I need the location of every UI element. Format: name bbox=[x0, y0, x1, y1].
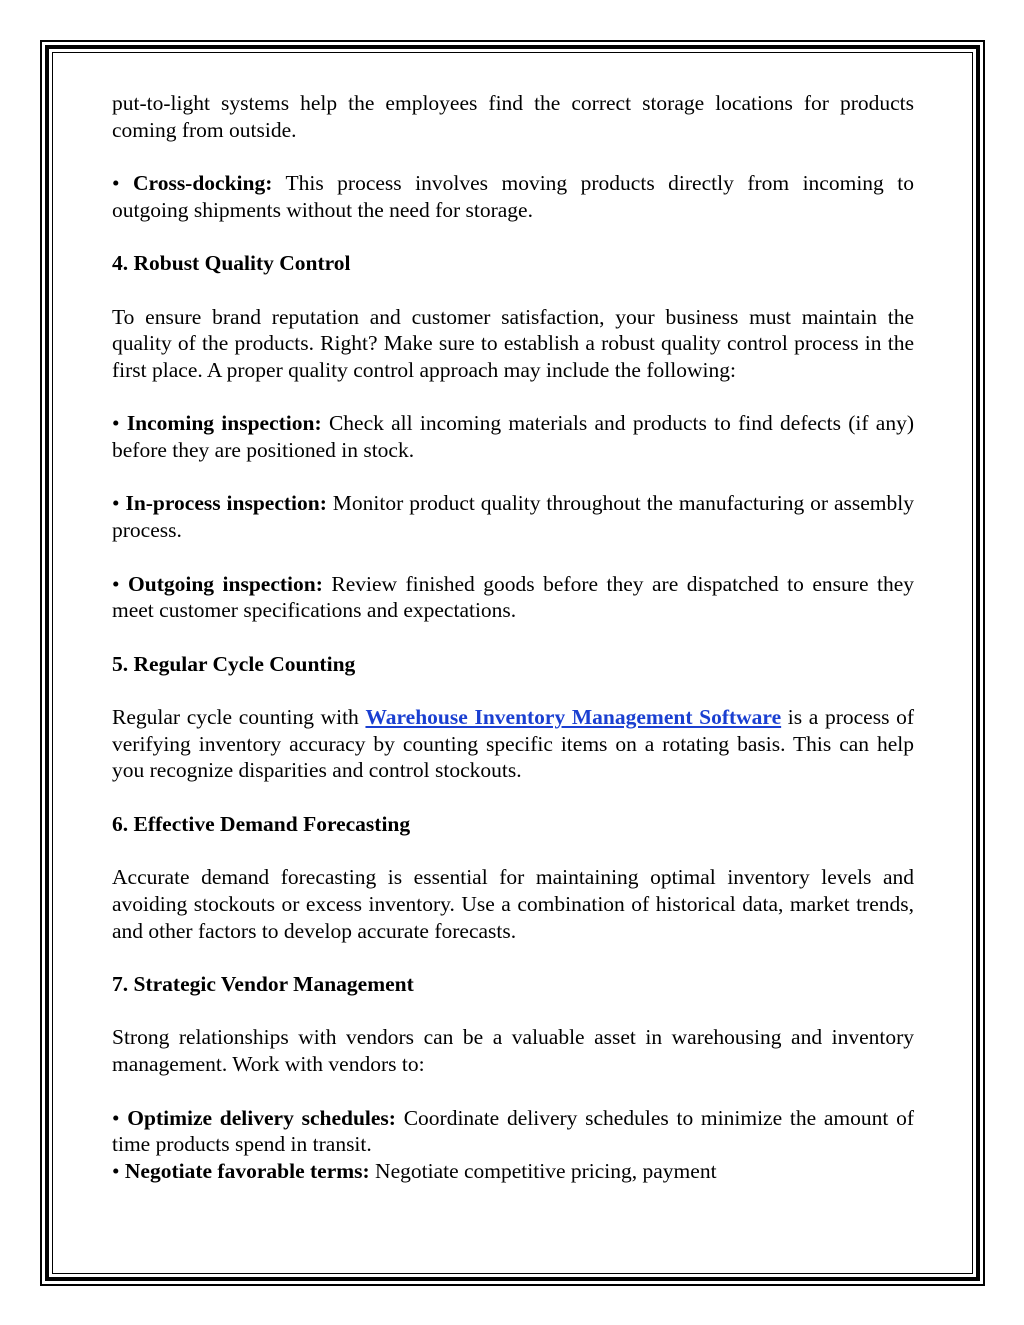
heading-vendor-management: 7. Strategic Vendor Management bbox=[112, 972, 414, 997]
bullet-glyph: • bbox=[112, 411, 120, 436]
bullet-term: Cross-docking: bbox=[133, 171, 273, 196]
bullet-text: This process involves moving products directly from incoming to outgoing shipments without the need for storage. bbox=[112, 171, 914, 222]
bullet-incoming-inspection bbox=[112, 410, 914, 463]
bullet-text: Coordinate delivery schedules to minimize the amount of time products spend in transit. bbox=[112, 1105, 915, 1157]
bullet-glyph: • bbox=[112, 571, 120, 596]
bullet-optimize-delivery bbox=[112, 1105, 914, 1158]
heading-cycle-counting: 5. Regular Cycle Counting bbox=[112, 651, 356, 676]
text-after-link: is a process of verifying inventory accuracy by counting specific items on a rotating basis. This can help you recognize disparities and control stockouts. bbox=[112, 705, 914, 783]
bullet-term: Incoming inspection: bbox=[126, 411, 322, 436]
paragraph-intro-continued: put-to-light systems help the employees find the correct storage locations for products coming from outside. bbox=[112, 91, 914, 142]
heading-demand-forecasting: 6. Effective Demand Forecasting bbox=[112, 811, 411, 836]
bullet-glyph: • bbox=[112, 171, 120, 196]
bullet-term: Negotiate favorable terms: bbox=[124, 1158, 370, 1183]
paragraph-vendor-management: Strong relationships with vendors can be a valuable asset in warehousing and inventory management. Work with vendors to: bbox=[112, 1025, 914, 1077]
bullet-text: Check all incoming materials and products to find defects (if any) before they are positioned in stock. bbox=[112, 411, 914, 463]
bullet-text: Review finished goods before they are dispatched to ensure they meet customer specifications and expectations. bbox=[112, 571, 914, 623]
bullet-glyph: • bbox=[112, 1105, 120, 1130]
paragraph-cycle-counting bbox=[112, 704, 914, 784]
paragraph-demand-forecasting: Accurate demand forecasting is essential for maintaining optimal inventory levels and avoiding stockouts or excess inventory. Use a combination of historical data, market trends, and other factors to develop accurate forecasts. bbox=[112, 865, 914, 943]
bullet-cross-docking bbox=[112, 170, 914, 223]
bullet-text: Negotiate competitive pricing, payment bbox=[369, 1158, 717, 1183]
bullet-glyph: • bbox=[112, 1158, 120, 1183]
heading-quality-control: 4. Robust Quality Control bbox=[112, 251, 351, 276]
bullet-inprocess-inspection bbox=[112, 490, 914, 543]
paragraph-quality-control: To ensure brand reputation and customer satisfaction, your business must maintain the quality of the products. Right? Make sure to establish a robust quality control process in the first place. A proper quality control approach may include the following: bbox=[112, 304, 914, 382]
warehouse-software-link[interactable]: Warehouse Inventory Management Software bbox=[365, 705, 782, 730]
bullet-glyph: • bbox=[112, 491, 120, 516]
bullet-term: Optimize delivery schedules: bbox=[127, 1105, 396, 1130]
text-before-link: Regular cycle counting with bbox=[112, 705, 366, 730]
bullet-term: In-process inspection: bbox=[125, 491, 327, 516]
bullet-text: Monitor product quality throughout the manufacturing or assembly process. bbox=[112, 491, 915, 543]
bullet-negotiate-terms bbox=[112, 1158, 914, 1185]
bullet-term: Outgoing inspection: bbox=[128, 571, 323, 596]
bullet-outgoing-inspection bbox=[112, 571, 914, 624]
document-body bbox=[112, 90, 914, 1185]
